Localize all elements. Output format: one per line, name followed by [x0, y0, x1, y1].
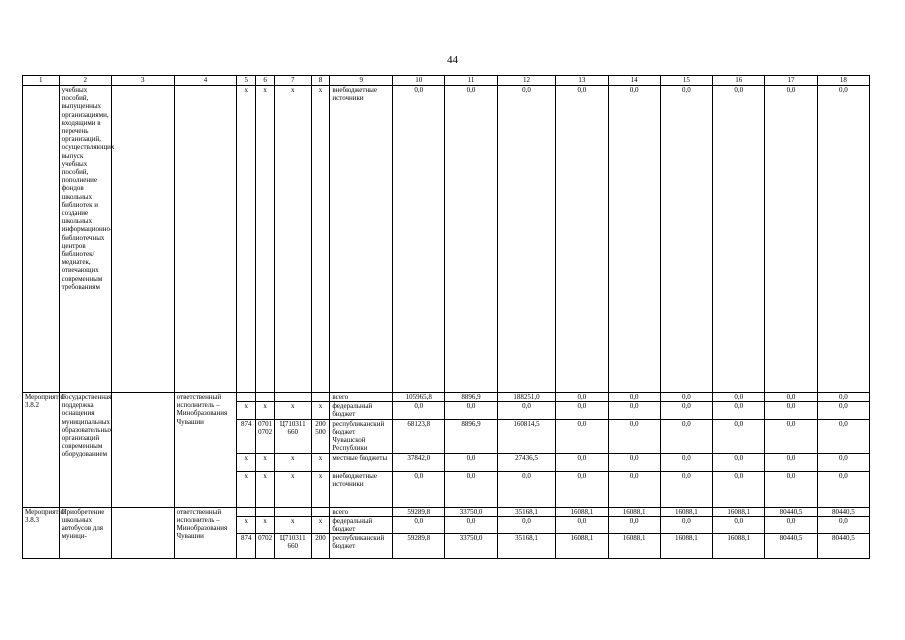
code-cell: x: [311, 471, 330, 507]
event-type: Мероприятие 3.8.2: [23, 393, 60, 508]
value-cell: 0,0: [713, 86, 765, 393]
value-cell: 0,0: [497, 516, 556, 533]
column-header: 4: [174, 76, 237, 86]
value-cell: 0,0: [608, 453, 660, 471]
value-cell: 0,0: [497, 86, 556, 393]
funding-source: внебюджетные источники: [330, 471, 393, 507]
value-cell: 35168,1: [497, 507, 556, 516]
code-cell: 874: [237, 419, 256, 453]
value-cell: 27436,5: [497, 453, 556, 471]
value-cell: 0,0: [393, 86, 445, 393]
code-cell: x: [237, 86, 256, 393]
value-cell: 0,0: [660, 516, 712, 533]
value-cell: 0,0: [660, 419, 712, 453]
value-cell: 59289,8: [393, 507, 445, 516]
column-header: 14: [608, 76, 660, 86]
value-cell: 16088,1: [556, 507, 608, 516]
value-cell: 80440,5: [817, 507, 869, 516]
column-header: 7: [274, 76, 311, 86]
code-cell: x: [274, 86, 311, 393]
code-cell: [237, 393, 256, 402]
value-cell: 16088,1: [713, 507, 765, 516]
value-cell: 0,0: [817, 419, 869, 453]
column-header: 8: [311, 76, 330, 86]
value-cell: 0,0: [445, 471, 497, 507]
value-cell: 0,0: [765, 471, 817, 507]
column-header: 1: [23, 76, 60, 86]
funding-source: местные бюджеты: [330, 453, 393, 471]
code-cell: [311, 393, 330, 402]
value-cell: 0,0: [660, 393, 712, 402]
code-cell: x: [256, 402, 275, 419]
funding-source: внебюджетные источники: [330, 86, 393, 393]
event-executor: ответственный исполнитель – Минобразования Чувашии: [174, 507, 237, 559]
funding-source: федеральный бюджет: [330, 402, 393, 419]
column-number-row: [23, 76, 870, 86]
column-header: 12: [497, 76, 556, 86]
event-name: учебных пособий, выпущенных организациями, входящими в перечень организаций, осуществляющих выпуск учебных пособий, пополнение фондов школьных библиотек и создание школьных информационно-библиотечных центров библиотек/медиатек, отвечающих современным требованиям: [59, 86, 111, 393]
value-cell: 0,0: [393, 516, 445, 533]
code-cell: [274, 507, 311, 516]
code-cell: x: [237, 516, 256, 533]
value-cell: 0,0: [556, 402, 608, 419]
page-number: 44: [447, 54, 458, 66]
funding-source: республиканский бюджет: [330, 534, 393, 559]
value-cell: 0,0: [713, 419, 765, 453]
code-cell: [256, 393, 275, 402]
value-cell: 0,0: [556, 86, 608, 393]
value-cell: 0,0: [445, 86, 497, 393]
value-cell: 0,0: [765, 453, 817, 471]
value-cell: 188251,0: [497, 393, 556, 402]
value-cell: 0,0: [556, 393, 608, 402]
column-header: 13: [556, 76, 608, 86]
value-cell: 80440,5: [765, 507, 817, 516]
value-cell: 0,0: [556, 419, 608, 453]
value-cell: 0,0: [497, 402, 556, 419]
funding-source: всего: [330, 507, 393, 516]
value-cell: 0,0: [660, 402, 712, 419]
value-cell: 68123,8: [393, 419, 445, 453]
value-cell: 0,0: [445, 516, 497, 533]
code-cell: x: [256, 86, 275, 393]
code-cell: 874: [237, 534, 256, 559]
code-cell: x: [256, 471, 275, 507]
code-cell: x: [237, 402, 256, 419]
code-cell: x: [311, 86, 330, 393]
value-cell: 0,0: [393, 402, 445, 419]
value-cell: 160814,5: [497, 419, 556, 453]
value-cell: 0,0: [765, 419, 817, 453]
value-cell: 0,0: [660, 453, 712, 471]
code-cell: x: [311, 402, 330, 419]
code-cell: 200: [311, 534, 330, 559]
code-cell: 200 500: [311, 419, 330, 453]
funding-source: республиканский бюджет Чувашской Республики: [330, 419, 393, 453]
value-cell: 0,0: [608, 393, 660, 402]
code-cell: Ц710311 660: [274, 419, 311, 453]
code-cell: Ц710311 660: [274, 534, 311, 559]
value-cell: 0,0: [556, 453, 608, 471]
column-header: 2: [59, 76, 111, 86]
value-cell: 0,0: [608, 402, 660, 419]
value-cell: 33750,0: [445, 534, 497, 559]
table-row: [23, 86, 870, 393]
value-cell: 0,0: [608, 419, 660, 453]
value-cell: 0,0: [608, 471, 660, 507]
value-cell: 16088,1: [660, 534, 712, 559]
column-header: 5: [237, 76, 256, 86]
column-header: 11: [445, 76, 497, 86]
code-cell: x: [274, 402, 311, 419]
event-executor: ответственный исполнитель – Минобразования Чувашии: [174, 393, 237, 508]
value-cell: 0,0: [765, 86, 817, 393]
event-type: Мероприятие 3.8.3: [23, 507, 60, 559]
code-cell: [237, 507, 256, 516]
funding-source: всего: [330, 393, 393, 402]
value-cell: 37842,0: [393, 453, 445, 471]
column-header: 16: [713, 76, 765, 86]
code-cell: x: [256, 516, 275, 533]
value-cell: 0,0: [713, 471, 765, 507]
value-cell: 0,0: [556, 471, 608, 507]
budget-table: [22, 75, 870, 559]
value-cell: 0,0: [765, 402, 817, 419]
code-cell: 0702: [256, 534, 275, 559]
code-cell: x: [274, 453, 311, 471]
code-cell: [311, 507, 330, 516]
value-cell: 0,0: [497, 471, 556, 507]
value-cell: 8896,9: [445, 419, 497, 453]
value-cell: 0,0: [713, 516, 765, 533]
value-cell: 0,0: [393, 471, 445, 507]
code-cell: x: [311, 453, 330, 471]
value-cell: 0,0: [713, 402, 765, 419]
value-cell: 16088,1: [713, 534, 765, 559]
value-cell: 0,0: [817, 393, 869, 402]
value-cell: 0,0: [817, 471, 869, 507]
code-cell: 0701 0702: [256, 419, 275, 453]
value-cell: 35168,1: [497, 534, 556, 559]
value-cell: 0,0: [817, 402, 869, 419]
table-row: [23, 507, 870, 516]
value-cell: 16088,1: [608, 507, 660, 516]
value-cell: 105965,8: [393, 393, 445, 402]
column-header: 9: [330, 76, 393, 86]
value-cell: 33750,0: [445, 507, 497, 516]
value-cell: 0,0: [660, 86, 712, 393]
value-cell: 0,0: [817, 86, 869, 393]
code-cell: x: [274, 516, 311, 533]
event-name: Приобретение школьных автобусов для муници-: [59, 507, 111, 559]
code-cell: x: [237, 471, 256, 507]
code-cell: x: [237, 453, 256, 471]
value-cell: 0,0: [445, 402, 497, 419]
code-cell: [256, 507, 275, 516]
code-cell: [274, 393, 311, 402]
value-cell: 0,0: [660, 471, 712, 507]
value-cell: 0,0: [608, 516, 660, 533]
value-cell: 16088,1: [556, 534, 608, 559]
column-header: 15: [660, 76, 712, 86]
value-cell: 0,0: [765, 516, 817, 533]
value-cell: 0,0: [765, 393, 817, 402]
column-header: 10: [393, 76, 445, 86]
value-cell: 0,0: [817, 516, 869, 533]
code-cell: x: [311, 516, 330, 533]
code-cell: x: [256, 453, 275, 471]
value-cell: 0,0: [608, 86, 660, 393]
funding-source: федеральный бюджет: [330, 516, 393, 533]
value-cell: 59289,8: [393, 534, 445, 559]
value-cell: 16088,1: [660, 507, 712, 516]
column-header: 18: [817, 76, 869, 86]
value-cell: 0,0: [556, 516, 608, 533]
value-cell: 0,0: [713, 453, 765, 471]
value-cell: 0,0: [713, 393, 765, 402]
value-cell: 8896,9: [445, 393, 497, 402]
table-row: [23, 393, 870, 402]
column-header: 6: [256, 76, 275, 86]
value-cell: 0,0: [817, 453, 869, 471]
value-cell: 80440,5: [817, 534, 869, 559]
value-cell: 0,0: [445, 453, 497, 471]
code-cell: x: [274, 471, 311, 507]
column-header: 3: [111, 76, 174, 86]
column-header: 17: [765, 76, 817, 86]
event-name: Государственная поддержка оснащения муниципальных образовательных организаций современным оборудованием: [59, 393, 111, 508]
value-cell: 80440,5: [765, 534, 817, 559]
value-cell: 16088,1: [608, 534, 660, 559]
